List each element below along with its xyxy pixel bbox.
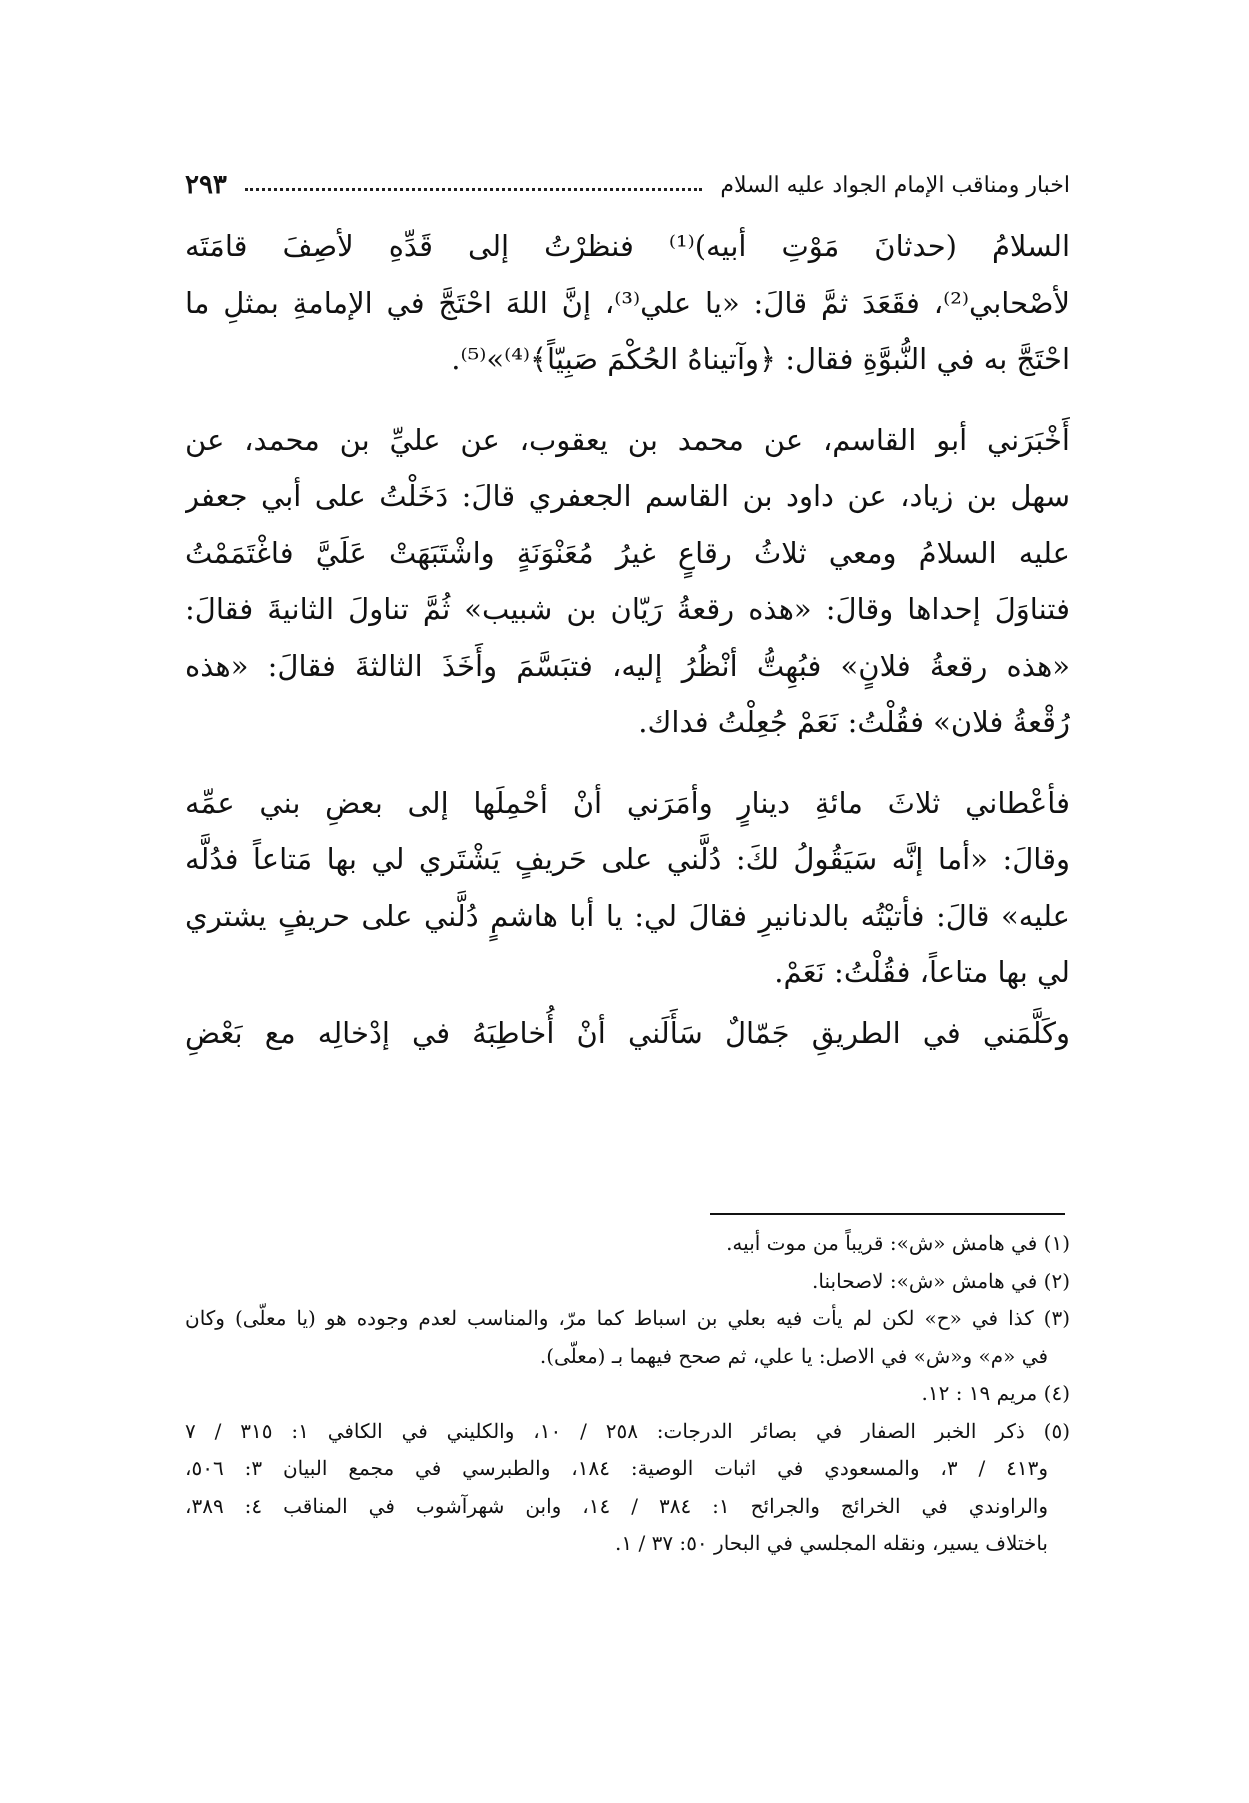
paragraph <box>185 775 1070 1001</box>
running-header <box>185 165 1070 205</box>
paragraph <box>185 412 1070 751</box>
text-line: عليه» قالَ: فأتيْتُه بالدنانيرِ فقالَ لي: يا أبا هاشمٍ دُلَّني على حريفٍ يشتري <box>185 898 1070 933</box>
footnote-5-continuation: باختلاف يسير، ونقله المجلسي في البحار ٥٠: ٣٧ / ١. <box>615 1531 1048 1555</box>
text-line: عليه السلامُ ومعي ثلاثُ رقاعٍ غيرُ مُعَنْوَنَةٍ واشْتَبَهَتْ عَلَيَّ فاغْتَمَمْتُ <box>185 535 1070 570</box>
text-line: السلامُ (حدثانَ مَوْتِ أبيه)⁽¹⁾ فنظرْتُ إلى قَدِّهِ لأصِفَ قامَتَه <box>185 229 1070 263</box>
text-line: فأعْطاني ثلاثَ مائةِ دينارٍ وأمَرَني أنْ أحْمِلَها إلى بعضِ بني عمِّه <box>185 785 1070 820</box>
footnote-5-continuation: والراوندي في الخرائج والجرائح ١: ٣٨٤ / ١٤، وابن شهرآشوب في المناقب ٤: ٣٨٩، <box>185 1493 1048 1518</box>
footnote-separator <box>710 1213 1065 1215</box>
text-line: لي بها متاعاً، فقُلْتُ: نَعَمْ. <box>774 955 1070 989</box>
paragraph-continuation <box>185 218 1070 388</box>
dotted-leader <box>245 188 702 191</box>
footnote-3: (٣) كذا في «ح» لكن لم يأت فيه بعلي بن اسباط كما مرّ، والمناسب لعدم وجوده هو (يا معلّى) وكان <box>185 1306 1070 1330</box>
text-line: «هذه رقعةُ فلانٍ» فبُهِتُّ أنْظُرُ إليه، فتبَسَّمَ وأَخَذَ الثالثةَ فقالَ: «هذه <box>185 648 1070 683</box>
text-line: وكَلَّمَني في الطريقِ جَمّالٌ سَأَلَني أنْ أُخاطِبَهُ في إدْخالِه مع بَعْضِ <box>185 1015 1070 1050</box>
text-line: رُقْعةُ فلان» فقُلْتُ: نَعَمْ جُعِلْتُ فداك. <box>638 705 1070 739</box>
paragraph-spacer <box>185 751 1070 775</box>
page-number: ٢٩٣ <box>185 170 227 200</box>
footnote-4: (٤) مريم ١٩ : ١٢. <box>921 1381 1070 1405</box>
text-line: لأصْحابي⁽²⁾، فقَعَدَ ثمَّ قالَ: «يا علي⁽³⁾، إنَّ اللهَ احْتَجَّ في الإمامةِ بمثلِ ما <box>185 285 1070 320</box>
text-line: فتناوَلَ إحداها وقالَ: «هذه رقعةُ رَيّان بن شبيب» ثُمَّ تناولَ الثانيةَ فقالَ: <box>185 592 1070 626</box>
text-line: سهل بن زياد، عن داود بن القاسم الجعفري قالَ: دَخَلْتُ على أبي جعفر <box>185 479 1070 513</box>
text-line: أَخْبَرَني أبو القاسم، عن محمد بن يعقوب، عن عليِّ بن محمد، عن <box>185 422 1070 457</box>
text-line: وقالَ: «أما إنَّه سَيَقُولُ لكَ: دُلَّني على حَريفٍ يَشْتَري لي بها مَتاعاً فدُلَّه <box>185 842 1070 876</box>
running-header-title: اخبار ومناقب الإمام الجواد عليه السلام <box>720 172 1070 198</box>
footnote-1: (١) في هامش «ش»: قريباً من موت أبيه. <box>726 1231 1070 1255</box>
footnote-5: (٥) ذكر الخبر الصفار في بصائر الدرجات: ٢٥٨ / ١٠، والكليني في الكافي ١: ٣١٥ / ٧ <box>185 1418 1070 1443</box>
footnote-5-continuation: و٤١٣ / ٣، والمسعودي في اثبات الوصية: ١٨٤، والطبرسي في مجمع البيان ٣: ٥٠٦، <box>185 1456 1048 1480</box>
footnote-3-continuation: في «م» و«ش» في الاصل: يا علي، ثم صحح فيهما بـ (معلّى). <box>539 1343 1048 1368</box>
body-text <box>185 218 1070 1061</box>
paragraph-spacer <box>185 388 1070 412</box>
footnotes <box>185 1225 1070 1563</box>
text-line: احْتَجَّ به في النُّبوَّةِ فقال: ﴿وآتيناهُ الحُكْمَ صَبِيّاً﴾⁽⁴⁾»⁽⁵⁾. <box>451 342 1070 376</box>
paragraph <box>185 1005 1070 1062</box>
footnote-2: (٢) في هامش «ش»: لاصحابنا. <box>812 1268 1070 1293</box>
